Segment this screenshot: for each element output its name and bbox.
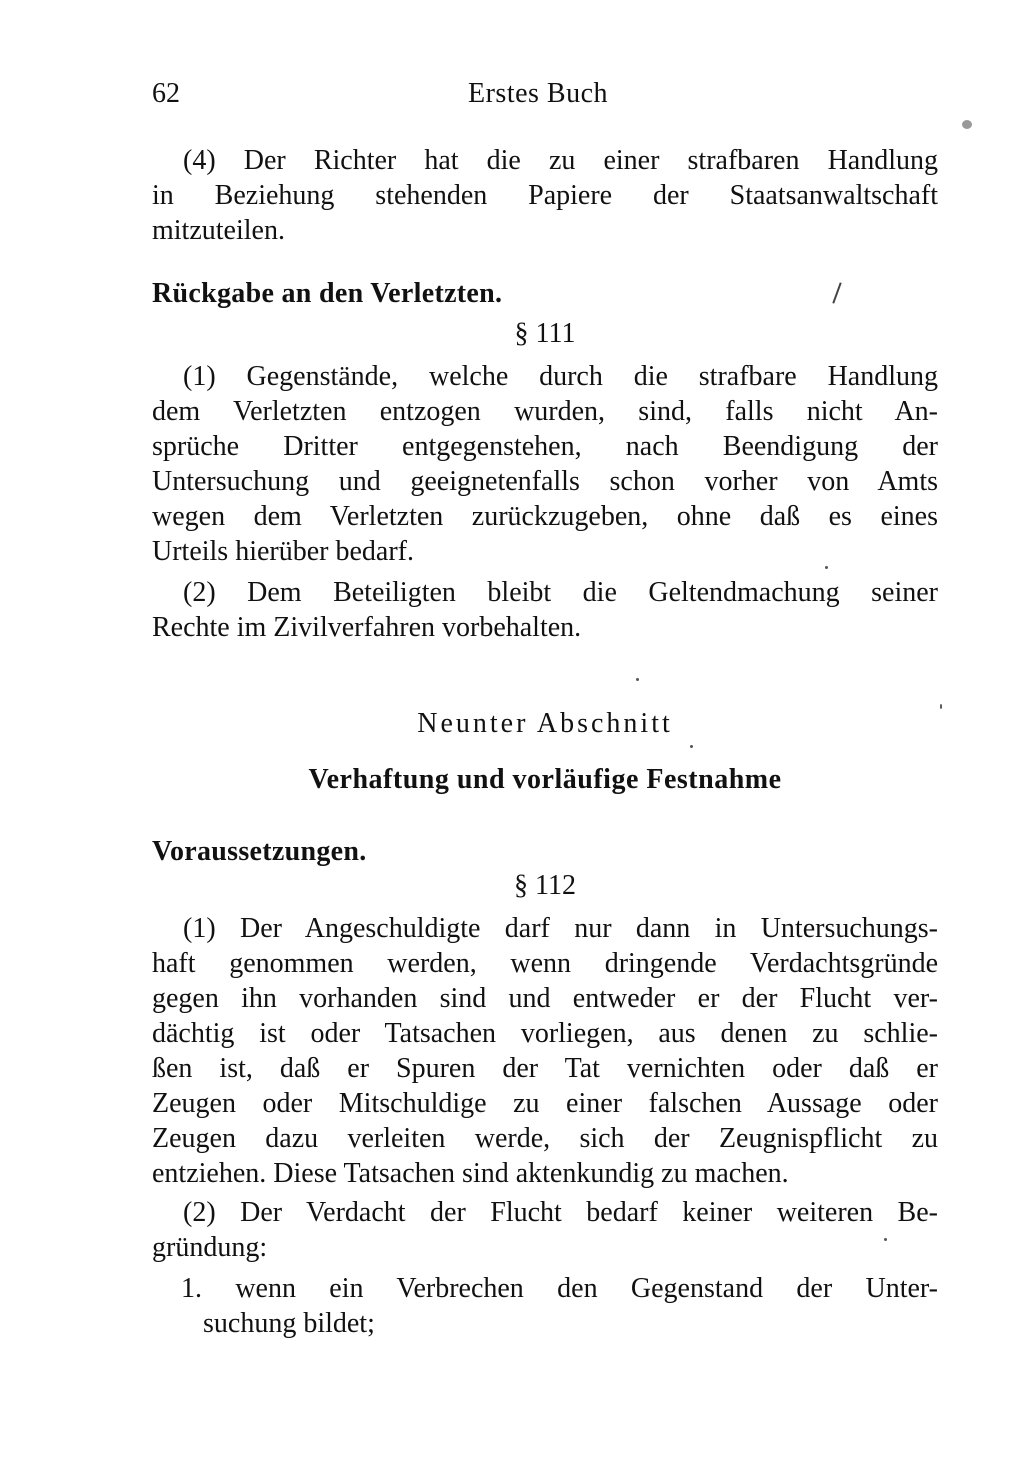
- list-item-1: [181, 1271, 938, 1341]
- text-line: sprüche Dritter entgegenstehen, nach Beendigung der: [152, 431, 938, 462]
- text-line: (1) Der Angeschuldigte darf nur dann in Untersuchungs-: [183, 913, 938, 944]
- section-number-112: § 112: [514, 870, 576, 901]
- paragraph-112-2: [152, 1195, 938, 1265]
- text-line: haft genommen werden, wenn dringende Verdachtsgründe: [152, 948, 938, 979]
- scan-speck: [825, 566, 828, 569]
- text-line: dächtig ist oder Tatsachen vorliegen, aus denen zu schlie-: [152, 1018, 938, 1049]
- text-line: dem Verletzten entzogen wurden, sind, falls nicht An-: [152, 396, 938, 427]
- paragraph-110-4: [152, 143, 938, 248]
- text-line: entziehen. Diese Tatsachen sind aktenkundig zu machen.: [152, 1158, 789, 1189]
- chapter-label: Neunter Abschnitt: [417, 708, 673, 739]
- text-line: Urteils hierüber bedarf.: [152, 536, 414, 567]
- running-title: Erstes Buch: [468, 78, 609, 109]
- pencil-stroke: [832, 282, 841, 303]
- chapter-title: Verhaftung und vorläufige Festnahme: [308, 764, 782, 795]
- page-number: 62: [152, 78, 180, 109]
- text-line: (4) Der Richter hat die zu einer strafbaren Handlung: [183, 145, 938, 176]
- scan-speck: [636, 678, 639, 681]
- paragraph-112-1: [152, 911, 938, 1191]
- text-line: suchung bildet;: [203, 1308, 375, 1339]
- text-line: (2) Dem Beteiligten bleibt die Geltendmachung seiner: [183, 577, 938, 608]
- scan-speck: [884, 1238, 887, 1241]
- text-line: in Beziehung stehenden Papiere der Staatsanwaltschaft: [152, 180, 938, 211]
- scan-speck: [690, 745, 693, 748]
- scan-speck: [962, 120, 972, 129]
- paragraph-111-2: [152, 575, 938, 645]
- section-number-111: § 111: [514, 318, 576, 349]
- text-line: gegen ihn vorhanden sind und entweder er der Flucht ver-: [152, 983, 938, 1014]
- text-line: gründung:: [152, 1232, 268, 1263]
- scan-speck: [940, 704, 942, 709]
- text-line: mitzuteilen.: [152, 215, 285, 246]
- section-heading-rueckgabe: Rückgabe an den Verletzten.: [152, 278, 503, 309]
- text-line: wegen dem Verletzten zurückzugeben, ohne daß es eines: [152, 501, 938, 532]
- text-line: (1) Gegenstände, welche durch die strafbare Handlung: [183, 361, 938, 392]
- text-line: Zeugen oder Mitschuldige zu einer falschen Aussage oder: [152, 1088, 938, 1119]
- text-line: Untersuchung und geeignetenfalls schon vorher von Amts: [152, 466, 938, 497]
- paragraph-111-1: [152, 359, 938, 569]
- text-line: 1. wenn ein Verbrechen den Gegenstand der Unter-: [181, 1273, 938, 1304]
- section-heading-voraussetzungen: Voraussetzungen.: [152, 836, 367, 867]
- text-line: (2) Der Verdacht der Flucht bedarf keiner weiteren Be-: [183, 1197, 938, 1228]
- text-line: ßen ist, daß er Spuren der Tat vernichten oder daß er: [152, 1053, 938, 1084]
- text-line: Zeugen dazu verleiten werde, sich der Zeugnispflicht zu: [152, 1123, 938, 1154]
- text-line: Rechte im Zivilverfahren vorbehalten.: [152, 612, 582, 643]
